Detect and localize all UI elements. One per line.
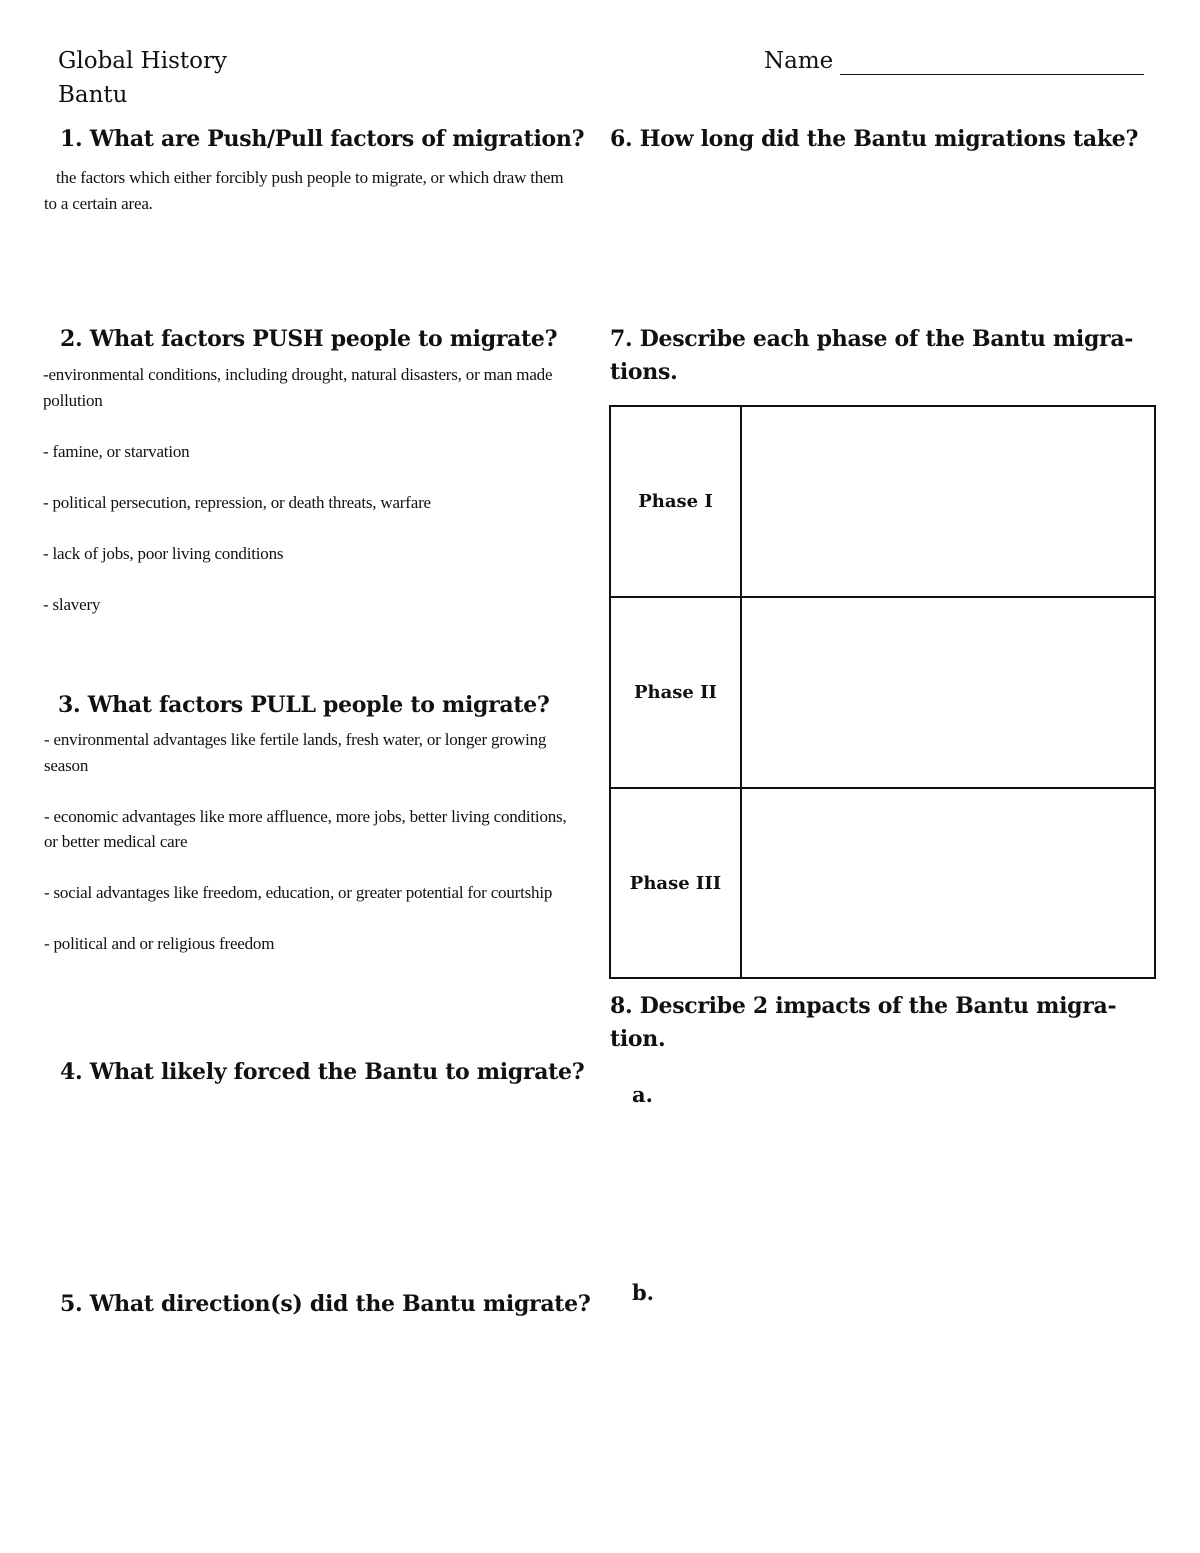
- question-1-answer: the factors which either forcibly push people to migrate, or which draw them to a certain area.: [44, 168, 564, 213]
- question-8-prompt-line1: 8. Describe 2 impacts of the Bantu migra-: [610, 993, 1117, 1019]
- pull-factor-item: - social advantages like freedom, education, or greater potential for courtship: [44, 883, 553, 902]
- push-factor-item: - political persecution, repression, or death threats, warfare: [43, 492, 431, 512]
- phase-row: [611, 407, 1154, 598]
- pull-factor-item: - economic advantages like more affluence, more jobs, better living conditions, or better medical care: [44, 806, 567, 851]
- question-2-answers: [43, 362, 583, 617]
- impact-a-label: a.: [632, 1082, 653, 1107]
- phase-label: Phase I: [611, 407, 742, 596]
- question-3-answers: [44, 727, 584, 957]
- phase-answer-cell[interactable]: [742, 407, 1154, 596]
- topic-title: Bantu: [58, 82, 128, 108]
- push-factor-item: - slavery: [43, 594, 101, 614]
- question-6-prompt: 6. How long did the Bantu migrations take?: [610, 126, 1139, 152]
- pull-factor-item: - political and or religious freedom: [44, 934, 275, 953]
- name-field[interactable]: [840, 74, 1144, 75]
- phase-answer-cell[interactable]: [742, 598, 1154, 787]
- push-factor-item: - lack of jobs, poor living conditions: [43, 543, 284, 563]
- phase-answer-cell[interactable]: [742, 789, 1154, 977]
- pull-factor-item: - environmental advantages like fertile lands, fresh water, or longer growing season: [44, 730, 547, 775]
- question-5-prompt: 5. What direction(s) did the Bantu migrate?: [60, 1291, 591, 1317]
- push-factor-item: -environmental conditions, including drought, natural disasters, or man made pollution: [43, 365, 553, 410]
- question-7-prompt-line2: tions.: [610, 359, 678, 385]
- question-8-prompt-line2: tion.: [610, 1026, 666, 1052]
- course-title: Global History: [58, 48, 227, 74]
- phase-row: [611, 789, 1154, 977]
- push-factor-item: - famine, or starvation: [43, 441, 190, 461]
- question-1-prompt: 1. What are Push/Pull factors of migration?: [60, 126, 585, 152]
- question-7-prompt-line1: 7. Describe each phase of the Bantu migra-: [610, 326, 1134, 352]
- question-3-prompt: 3. What factors PULL people to migrate?: [58, 692, 550, 718]
- phase-table: [609, 405, 1156, 979]
- name-label: Name: [764, 48, 834, 74]
- impact-b-label: b.: [632, 1280, 654, 1305]
- phase-row: [611, 598, 1154, 789]
- question-4-prompt: 4. What likely forced the Bantu to migrate?: [60, 1059, 585, 1085]
- phase-label: Phase II: [611, 598, 742, 787]
- question-2-prompt: 2. What factors PUSH people to migrate?: [60, 326, 558, 352]
- phase-label: Phase III: [611, 789, 742, 977]
